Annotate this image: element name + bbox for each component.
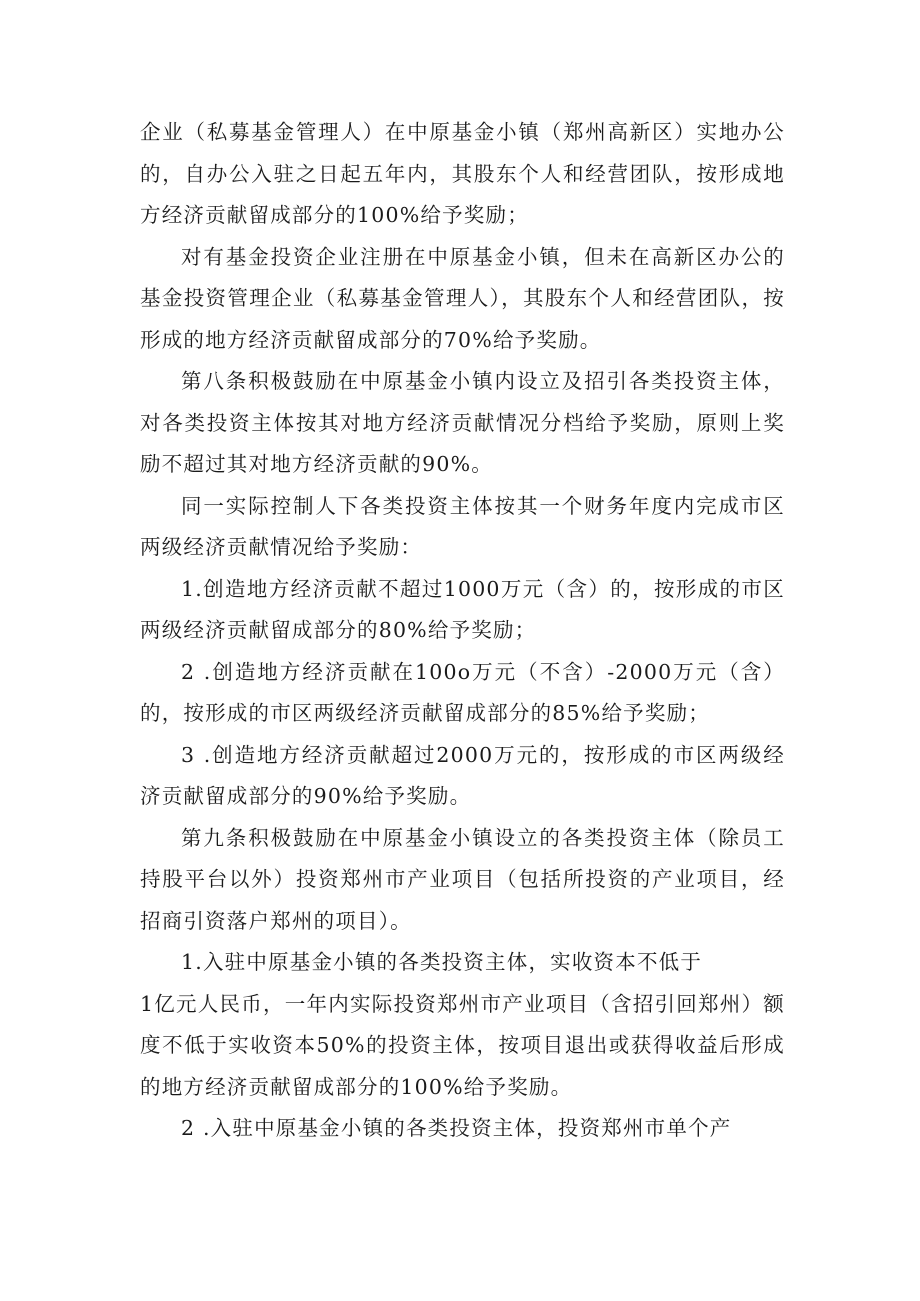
list-item-3: 3 .创造地方经济贡献超过2000万元的，按形成的市区两级经济贡献留成部分的90%给予奖励。	[140, 742, 785, 808]
paragraph-article-9: 第九条积极鼓励在中原基金小镇设立的各类投资主体（除员工持股平台以外）投资郑州市产业项目（包括所投资的产业项目，经招商引资落户郑州的项目）。	[140, 825, 785, 933]
list-item-9-2: 2 .入驻中原基金小镇的各类投资主体，投资郑州市单个产	[181, 1116, 732, 1140]
paragraph-4: 同一实际控制人下各类投资主体按其一个财务年度内完成市区两级经济贡献情况给予奖励：	[140, 493, 785, 559]
list-item-2: 2 .创造地方经济贡献在100o万元（不含）-2000万元（含）的，按形成的市区两级经济贡献留成部分的85%给予奖励；	[140, 659, 785, 725]
paragraph-1: 企业（私募基金管理人）在中原基金小镇（郑州高新区）实地办公的，自办公入驻之日起五年内，其股东个人和经营团队，按形成地方经济贡献留成部分的100%给予奖励；	[140, 120, 785, 227]
list-item-9-1-continued: 1亿元人民币，一年内实际投资郑州市产业项目（含招引回郑州）额度不低于实收资本50%的投资主体，按项目退出或获得收益后形成的地方经济贡献留成部分的100%给予奖励。	[140, 991, 785, 1099]
paragraph-article-8: 第八条积极鼓励在中原基金小镇内设立及招引各类投资主体，对各类投资主体按其对地方经济贡献情况分档给予奖励，原则上奖励不超过其对地方经济贡献的90%。	[140, 369, 785, 476]
list-item-1: 1.创造地方经济贡献不超过1000万元（含）的，按形成的市区两级经济贡献留成部分的80%给予奖励；	[140, 576, 785, 642]
paragraph-2: 对有基金投资企业注册在中原基金小镇，但未在高新区办公的基金投资管理企业（私募基金管理人），其股东个人和经营团队，按形成的地方经济贡献留成部分的70%给予奖励。	[140, 244, 785, 352]
document-body	[140, 112, 785, 1150]
list-item-9-1-start: 1.入驻中原基金小镇的各类投资主体，实收资本不低于	[181, 950, 703, 974]
